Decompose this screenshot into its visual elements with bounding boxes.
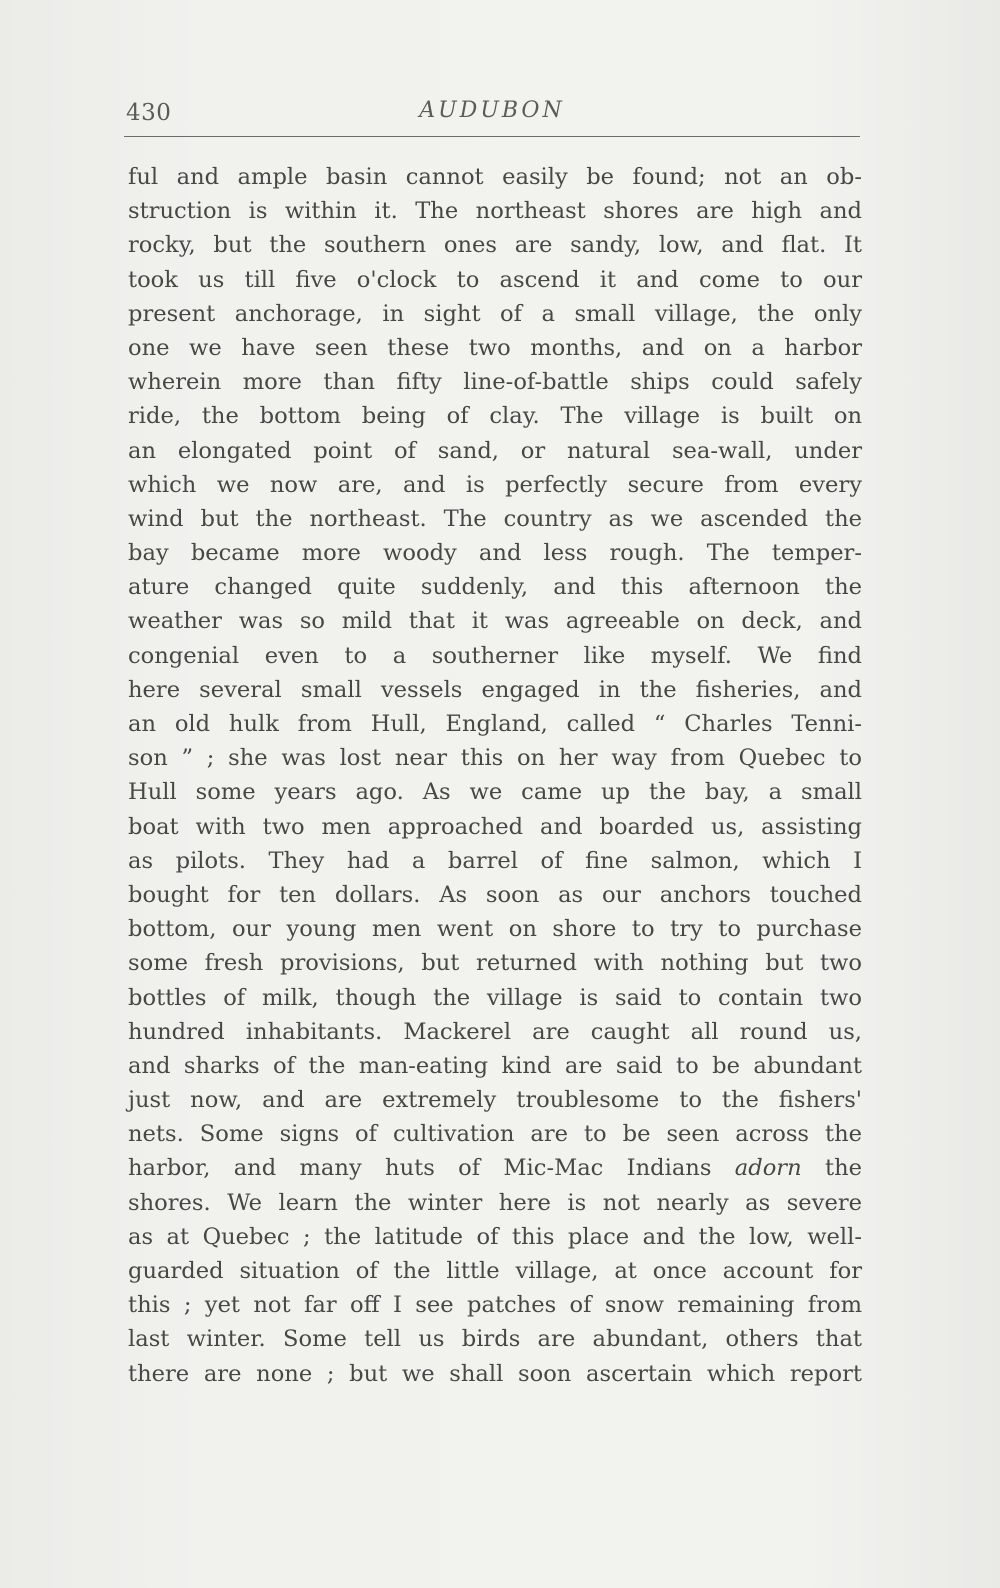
text-line: nets. Some signs of cultivation are to be seen across the	[128, 1121, 862, 1148]
text-line: some fresh provisions, but returned with nothing but two	[128, 950, 862, 977]
text-line: present anchorage, in sight of a small village, the only	[128, 300, 862, 327]
text-line: bottom, our young men went on shore to try to purchase	[128, 916, 862, 943]
text-line: here several small vessels engaged in the fisheries, and	[128, 676, 862, 703]
body-text	[128, 160, 862, 1391]
text-line: rocky, but the southern ones are sandy, low, and flat. It	[128, 232, 862, 259]
text-line: as at Quebec ; the latitude of this place and the low, well-	[128, 1223, 862, 1250]
page-number: 430	[126, 100, 172, 126]
text-line: last winter. Some tell us birds are abundant, others that	[128, 1326, 862, 1353]
text-line: son ” ; she was lost near this on her way from Quebec to	[128, 745, 862, 772]
text-line: struction is within it. The northeast shores are high and	[128, 198, 862, 225]
text-line: just now, and are extremely troublesome to the fishers'	[128, 1087, 862, 1114]
text-line: wherein more than fifty line-of-battle ships could safely	[128, 369, 862, 396]
text-line: shores. We learn the winter here is not nearly as severe	[128, 1189, 862, 1216]
text-line: ful and ample basin cannot easily be found; not an ob-	[128, 164, 862, 190]
text-line: guarded situation of the little village, at once account for	[128, 1258, 862, 1284]
text-segment: harbor, and many huts of Mic-Mac Indians	[128, 1155, 712, 1182]
text-line: Hull some years ago. As we came up the bay, a small	[128, 779, 862, 806]
text-line: an elongated point of sand, or natural sea-wall, under	[128, 437, 862, 464]
text-line: an old hulk from Hull, England, called “ Charles Tenni-	[128, 711, 862, 737]
text-line-with-italic	[128, 1151, 862, 1185]
text-line: and sharks of the man-eating kind are said to be abundant	[128, 1052, 862, 1079]
text-line: congenial even to a southerner like myself. We find	[128, 642, 862, 669]
header-rule	[124, 136, 860, 137]
running-head: AUDUBON	[419, 98, 565, 123]
italic-word: adorn	[734, 1155, 802, 1182]
text-line: there are none ; but we shall soon ascertain which report	[128, 1360, 862, 1387]
text-line: which we now are, and is perfectly secure from every	[128, 471, 862, 498]
text-line: hundred inhabitants. Mackerel are caught all round us,	[128, 1018, 862, 1045]
text-line: bottles of milk, though the village is said to contain two	[128, 984, 862, 1011]
text-segment: the	[824, 1155, 862, 1182]
text-line: as pilots. They had a barrel of fine salmon, which I	[128, 847, 862, 874]
page-header	[124, 92, 860, 132]
text-line: boat with two men approached and boarded us, assisting	[128, 813, 862, 840]
text-line: wind but the northeast. The country as we ascended the	[128, 505, 862, 532]
text-line: weather was so mild that it was agreeable on deck, and	[128, 608, 862, 635]
text-line: one we have seen these two months, and on a harbor	[128, 334, 862, 361]
text-line: bought for ten dollars. As soon as our anchors touched	[128, 881, 862, 908]
text-line: took us till five o'clock to ascend it and come to our	[128, 266, 862, 293]
text-line: bay became more woody and less rough. The temper-	[128, 540, 862, 567]
text-line: ature changed quite suddenly, and this afternoon the	[128, 574, 862, 601]
text-line: ride, the bottom being of clay. The village is built on	[128, 403, 862, 430]
text-line: this ; yet not far off I see patches of snow remaining from	[128, 1292, 862, 1319]
